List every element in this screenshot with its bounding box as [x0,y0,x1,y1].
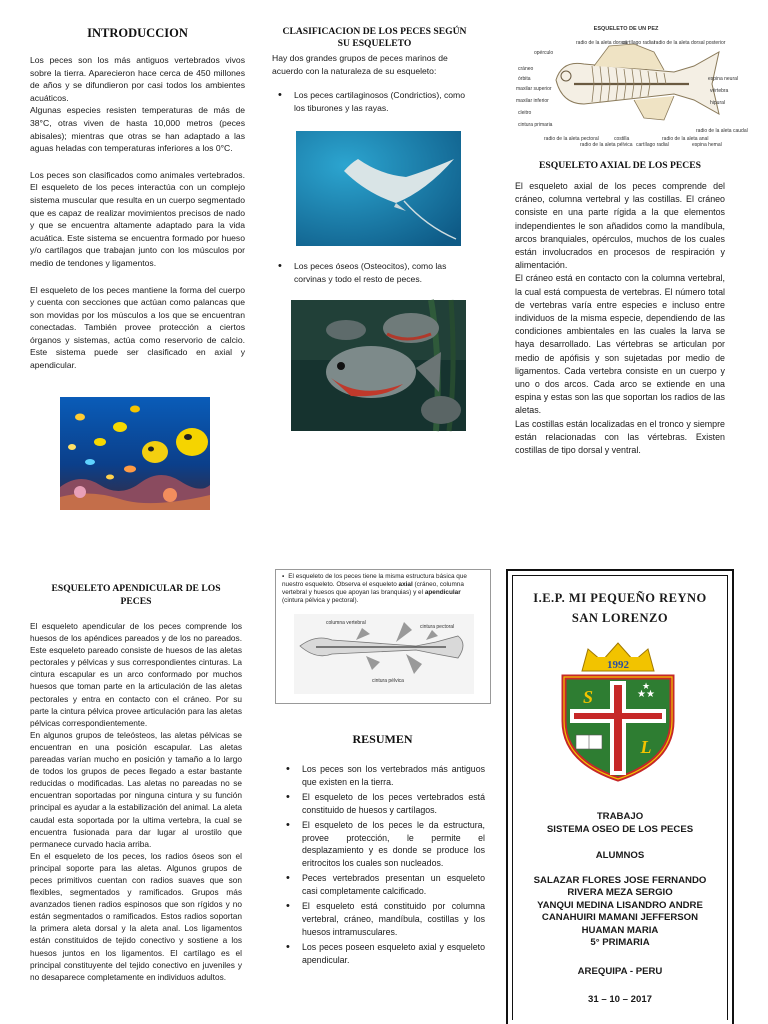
slide-label-columna: columna vertebral [326,620,366,626]
intro-paragraph-2: Algunas especies resisten temperaturas de más de 38°C, otras viven de hasta 10,000 metros (peces abisales); mientras que otras se han adaptado a las aguas heladas con temperaturas inferiores a los 0°C. [30,105,245,154]
slide-text: ▪ El esqueleto de los peces tiene la misma estructura básica que nuestro esqueleto. Observa el esqueleto axial (cráneo, columna vertebral y huesos que apoyan las branquias) y el apendicular (cintura pélvica y pectoral). [282,573,467,604]
axial-paragraph-3: Las costillas están localizadas en el tronco y siempre están relacionadas con las vértebras. Existen costillas de tipo dorsal y ventral. [515,418,725,456]
apendicular-paragraph-3: En el esqueleto de los peces, los radios óseos son el principal soporte para las aletas. Algunos grupos de peces primitivos cuentan con radios suaves que son flexibles, segmentados y ramificados. Grupos más avanzados tienen radios espinosos que son rígidos y no están segmentados o ramificados. Estos radios soportan la primera aleta dorsal y la aleta anal. Los ligamentos están constituidos de tejido conectivo y sostiene a los huesos juntos en los ligamentos. El cartílago es el principal constituyente del tejido conectivo en juveniles y no desaparece completamente en individuos adultos. [30,850,242,982]
crest-year: 1992 [607,659,629,671]
intro-paragraph-3: Los peces son clasificados como animales vertebrados. El esqueleto de los peces interactúa con un complejo sistema muscular que resulta en un cuerpo segmentado que es capaz de realizar movimientos precisos de nado y que se encuentra altamente adaptado para la vida acuática. Este sistema se encuentra formado por hueso y/o cartílagos que trabajan junto con los músculos por medio de tendones y ligamentos. [30,169,245,268]
slide-text-apendicular: apendicular [424,589,461,596]
diagram-label-left-4: maxilar inferior [516,98,549,104]
svg-text:★★: ★★ [637,689,655,700]
school-name-line-2: SAN LORENZO [571,611,669,625]
clasificacion-title: CLASIFICACION DE LOS PECES SEGÚN SU ESQUELETO [282,26,467,49]
diagram-label-bottom-3: cartílago radial [636,142,669,148]
diagram-label-right-1: vértebra [710,88,729,94]
school-crest [560,643,676,783]
trabajo-title: SISTEMA OSEO DE LOS PECES [546,823,694,835]
clasificacion-section-2 [272,260,477,287]
diagram-label-left-5: cleitro [518,110,532,116]
diagram-label-top-0: radio de la aleta dorsal [576,40,627,46]
clasificacion-item-oseos: • Los peces óseos (Osteocitos), como las corvinas y todo el resto de peces. [272,260,477,285]
axial-section [515,160,725,457]
apendicular-title: ESQUELETO APENDICULAR DE LOS PECES [51,583,221,607]
diagram-label-bottom-5: espina hemal [692,142,722,148]
resumen-item: • El esqueleto está constituido por columna vertebral, cráneo, mandíbula, costillas y los huesos intramusculares. [280,900,485,939]
resumen-item: • Peces vertebrados presentan un esqueleto casi completamente calcificado. [280,872,485,898]
slide-label-pelvica: cintura pélvica [372,678,404,684]
fish-skeleton-diagram [514,22,748,150]
piranha-photo [291,300,466,431]
slide-text-post: (cintura pélvica y pectoral). [282,597,359,604]
apendicular-paragraph-1: El esqueleto apendicular de los peces comprende los huesos de los apéndices pareados y de los no pareados. Este esqueleto pareado consiste de huesos de las aletas pectorales y pélvicas y sus correspondientes cinturas. La cintura escapular es un arco conformado por muchos huesos que toman parte en la articulación de las aletas pectorales y entra en contacto con el cráneo. Por su parte la cintura pélvica provee articulación para las aletas pélvicas correspondientemente. [30,621,242,728]
diagram-label-left-6: cintura primaria [518,122,553,128]
slide-text-mid: (cráneo, columna vertebral y huesos que apoyan las branquias) y el [282,581,464,596]
alumnos-label: ALUMNOS [595,850,645,861]
diagram-label-right-0: espina neural [708,76,739,82]
student-name: SALAZAR FLORES JOSE FERNANDO [533,874,707,886]
student-name: HUAMAN MARIA [581,924,659,936]
resumen-title: RESUMEN [352,732,413,746]
diagram-label-right-3: radio de la aleta caudal [696,128,748,134]
manta-ray-photo [296,131,461,246]
slide-text-pre: El esqueleto de los peces tiene la misma estructura básica que nuestro esqueleto. Observa el esqueleto [282,573,467,588]
diagram-label-bottom-2: costilla [614,136,630,142]
apendicular-section [30,582,242,983]
crest-letter-l: L [640,737,652,757]
apendicular-paragraph-2: En algunos grupos de teleósteos, las aletas pélvicas se encuentran en una posición escapular. Las aletas pareadas varían mucho en posición y tamaño a lo largo de todos los grupos de peces llegado a estar bastante reducidas o modificadas. Las aletas no pareadas no se encuentran soportadas por ninguna cintura y su función principal es ayudar a la estabilización del animal. La aleta caudal esta soportada por la ultima vertebra, la cual se encuentra fusionada para dar lugar al urostilo que permanece curvado hacia arriba. [30,729,242,849]
crest-letter-s: S [582,687,594,707]
diagram-label-top-2: radio de la aleta dorsal posterior [654,40,726,46]
clasificacion-lead: Hay dos grandes grupos de peces marinos de acuerdo con la naturaleza de su esqueleto: [272,53,448,76]
slide-text-axial: axial [398,581,413,588]
resumen-section [280,732,485,969]
diagram-label-bottom-0: radio de la aleta pectoral [544,136,599,142]
grade-label: 5° PRIMARIA [590,937,650,948]
svg-text:★: ★ [641,681,651,691]
intro-section [30,26,245,372]
intro-paragraph-1: Los peces son los más antiguos vertebrados vivos sobre la tierra. Aparecieron hace cerca de 450 millones de años y se difundieron por casi todos los ambientes acuáticos. [30,55,245,103]
diagram-title: ESQUELETO DE UN PEZ [593,26,659,32]
school-name-line-1: I.E.P. MI PEQUEÑO REYNO [533,591,707,605]
resumen-item: • Los peces poseen esqueleto axial y esqueleto apendicular. [280,941,485,967]
diagram-label-left-2: órbita [518,76,531,82]
diagram-label-bottom-4: radio de la aleta anal [662,136,709,142]
city-label: AREQUIPA - PERU [577,965,663,977]
axial-title: ESQUELETO AXIAL DE LOS PECES [539,160,701,171]
diagram-label-top-1: cartílago radial [622,40,655,46]
intro-title: INTRODUCCION [87,26,188,40]
diagram-label-left-3: maxilar superior [516,86,552,92]
axial-paragraph-1: El esqueleto axial de los peces comprende del cráneo, columna vertebral y las costillas. El cráneo consiste en una parte rígida a la que elementos independientes le son añadidos como la mandíbula, arcos branquiales, opérculos, muchos de los cuales están involucrados en procesos de respiración y alimentación. [515,181,725,271]
cover-info [508,811,732,1007]
intro-paragraph-4: El esqueleto de los peces mantiene la forma del cuerpo y cuenta con secciones que actúan como palancas que son movidas por los músculos a los que se encuentran conectadas. También provee protección a ciertos órganos y sistemas, actúa como reservorio de calcio. Este sistema puede ser clasificado en axial y apendicular. [30,284,245,371]
diagram-label-bottom-1: radio de la aleta pélvica [580,142,633,148]
resumen-item: • El esqueleto de los peces le da estructura, provee protección, le permite el desplazamiento y es donde se produce los eritrocitos los cuales son nucleados. [280,819,485,871]
resumen-item: • Los peces son los vertebrados más antiguos que existen en la tierra. [280,763,485,789]
slide-label-pectoral: cintura pectoral [420,624,455,630]
tropical-fish-photo [60,397,210,510]
student-name: RIVERA MEZA SERGIO [567,887,673,898]
clasificacion-section [272,26,477,116]
cover-panel [506,569,734,1024]
trabajo-label: TRABAJO [596,811,644,822]
diagram-label-left-0: opérculo [534,50,554,56]
skeleton-slide [275,569,491,704]
resumen-item: • El esqueleto de los peces vertebrados está constituido de huesos y cartílagos. [280,791,485,817]
diagram-label-right-2: hipural [710,100,726,106]
student-name: CANAHUIRI MAMANI JEFFERSON [541,912,699,923]
date-label: 31 – 10 – 2017 [587,994,653,1005]
clasificacion-item-cartilaginosos: • Los peces cartilaginosos (Condrictios), como los tiburones y las rayas. [272,89,477,114]
student-name: YANQUI MEDINA LISANDRO ANDRE [537,899,703,911]
axial-paragraph-2: El cráneo está en contacto con la columna vertebral, la cual está compuesta de vertebras. El número total de vertebras varía entre especies e incluso entre individuos de la misma especie, dependiendo de las condiciones ambientales en las cuales la larva se haya desarrollado. Las vértebras se articulan por medio de apófisis y son sujetadas por medio de ligamentos. Cada vertebra consiste en un cuerpo y uno o dos arcos. Cada arco se extiende en una espina y estas son las que soportan los radios de las aletas. [515,273,725,416]
diagram-label-left-1: cráneo [518,66,534,72]
